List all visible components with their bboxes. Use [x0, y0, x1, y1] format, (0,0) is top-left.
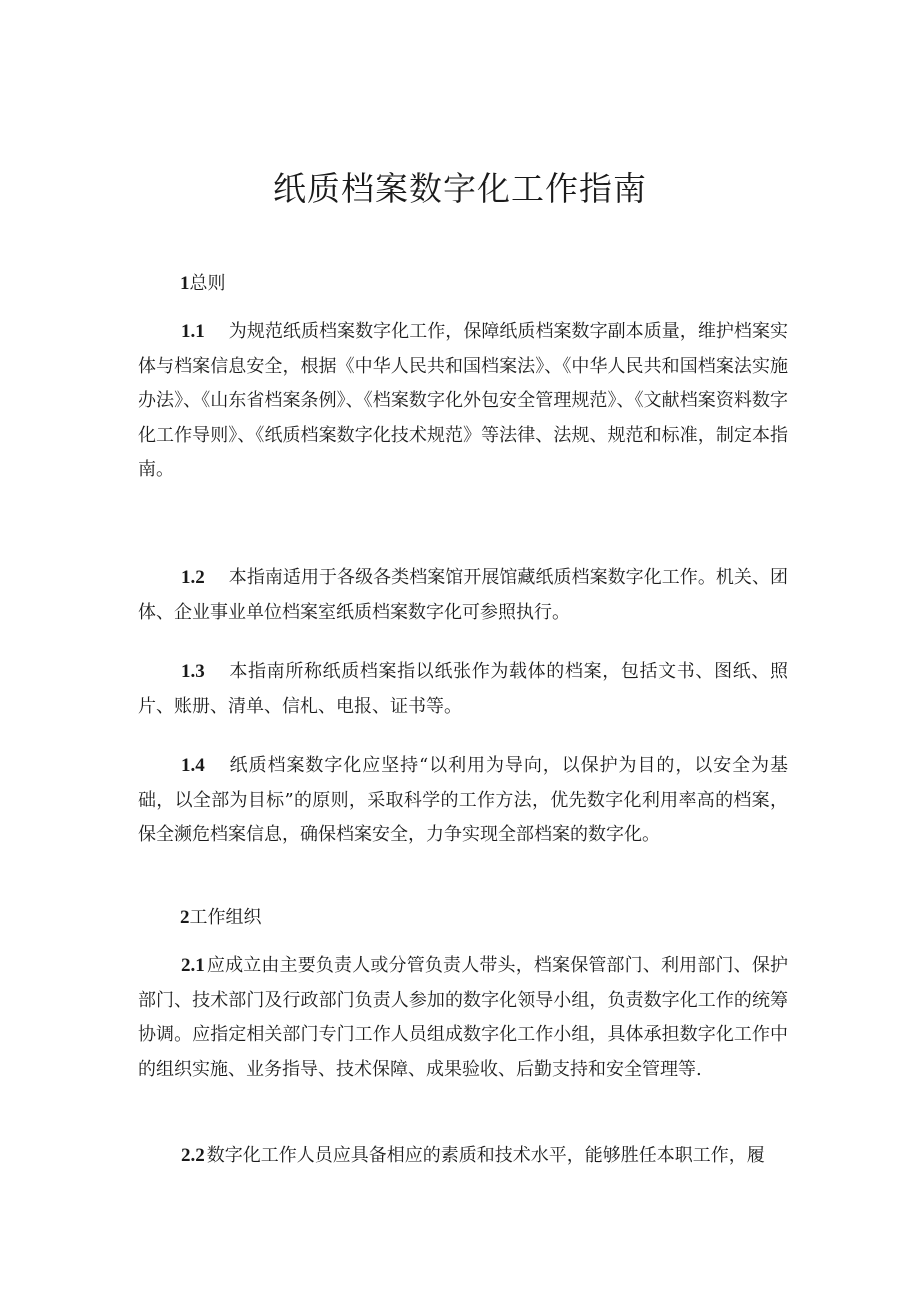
paragraph-text: 数字化工作人员应具备相应的素质和技术水平，能够胜任本职工作，履 [206, 1145, 765, 1166]
paragraph-2-2 [138, 1139, 788, 1174]
paragraph-1-3 [138, 655, 788, 724]
paragraph-text: 应成立由主要负责人或分管负责人带头，档案保管部门、利用部门、保护部门、技术部门及行政部门负责人参加的数字化领导小组，负责数字化工作的统筹协调。应指定相关部门专门工作人员组成数字化工作小组，具体承担数字化工作中的组织实施、业务指导、技术保障、成果验收、后勤支持和安全管理等. [138, 955, 788, 1080]
paragraph-number: 1.3 [181, 661, 205, 682]
paragraph-text: 纸质档案数字化应坚持“以利用为导向，以保护为目的，以安全为基础，以全部为目标”的原则，采取科学的工作方法，优先数字化利用率高的档案，保全濒危档案信息，确保档案安全，力争实现全部档案的数字化。 [138, 755, 788, 845]
paragraph-number: 1.4 [181, 755, 205, 776]
section-2-number: 2 [180, 907, 190, 928]
paragraph-text: 本指南所称纸质档案指以纸张作为载体的档案，包括文书、图纸、照片、账册、清单、信札、电报、证书等。 [138, 661, 788, 717]
paragraph-text: 为规范纸质档案数字化工作，保障纸质档案数字副本质量，维护档案实体与档案信息安全，根据《中华人民共和国档案法》、《中华人民共和国档案法实施办法》、《山东省档案条例》、《档案数字化外包安全管理规范》、《文献档案资料数字化工作导则》、《纸质档案数字化技术规范》等法律、法规、规范和标准，制定本指南。 [138, 321, 788, 480]
section-1-title: 总则 [189, 273, 226, 294]
paragraph-number: 2.2 [181, 1145, 205, 1166]
paragraph-1-4 [138, 749, 788, 853]
paragraph-number: 2.1 [181, 955, 205, 976]
paragraph-number: 1.1 [181, 321, 205, 342]
section-1-heading [180, 272, 226, 296]
document-title: 纸质档案数字化工作指南 [273, 169, 647, 208]
section-1-number: 1 [180, 273, 190, 294]
section-2-title: 工作组织 [189, 907, 262, 928]
paragraph-text: 本指南适用于各级各类档案馆开展馆藏纸质档案数字化工作。机关、团体、企业事业单位档案室纸质档案数字化可参照执行。 [138, 567, 788, 623]
paragraph-1-2 [138, 561, 788, 630]
paragraph-number: 1.2 [181, 567, 205, 588]
section-2-heading [180, 906, 262, 930]
paragraph-2-1 [138, 949, 788, 1087]
paragraph-1-1 [138, 315, 788, 488]
